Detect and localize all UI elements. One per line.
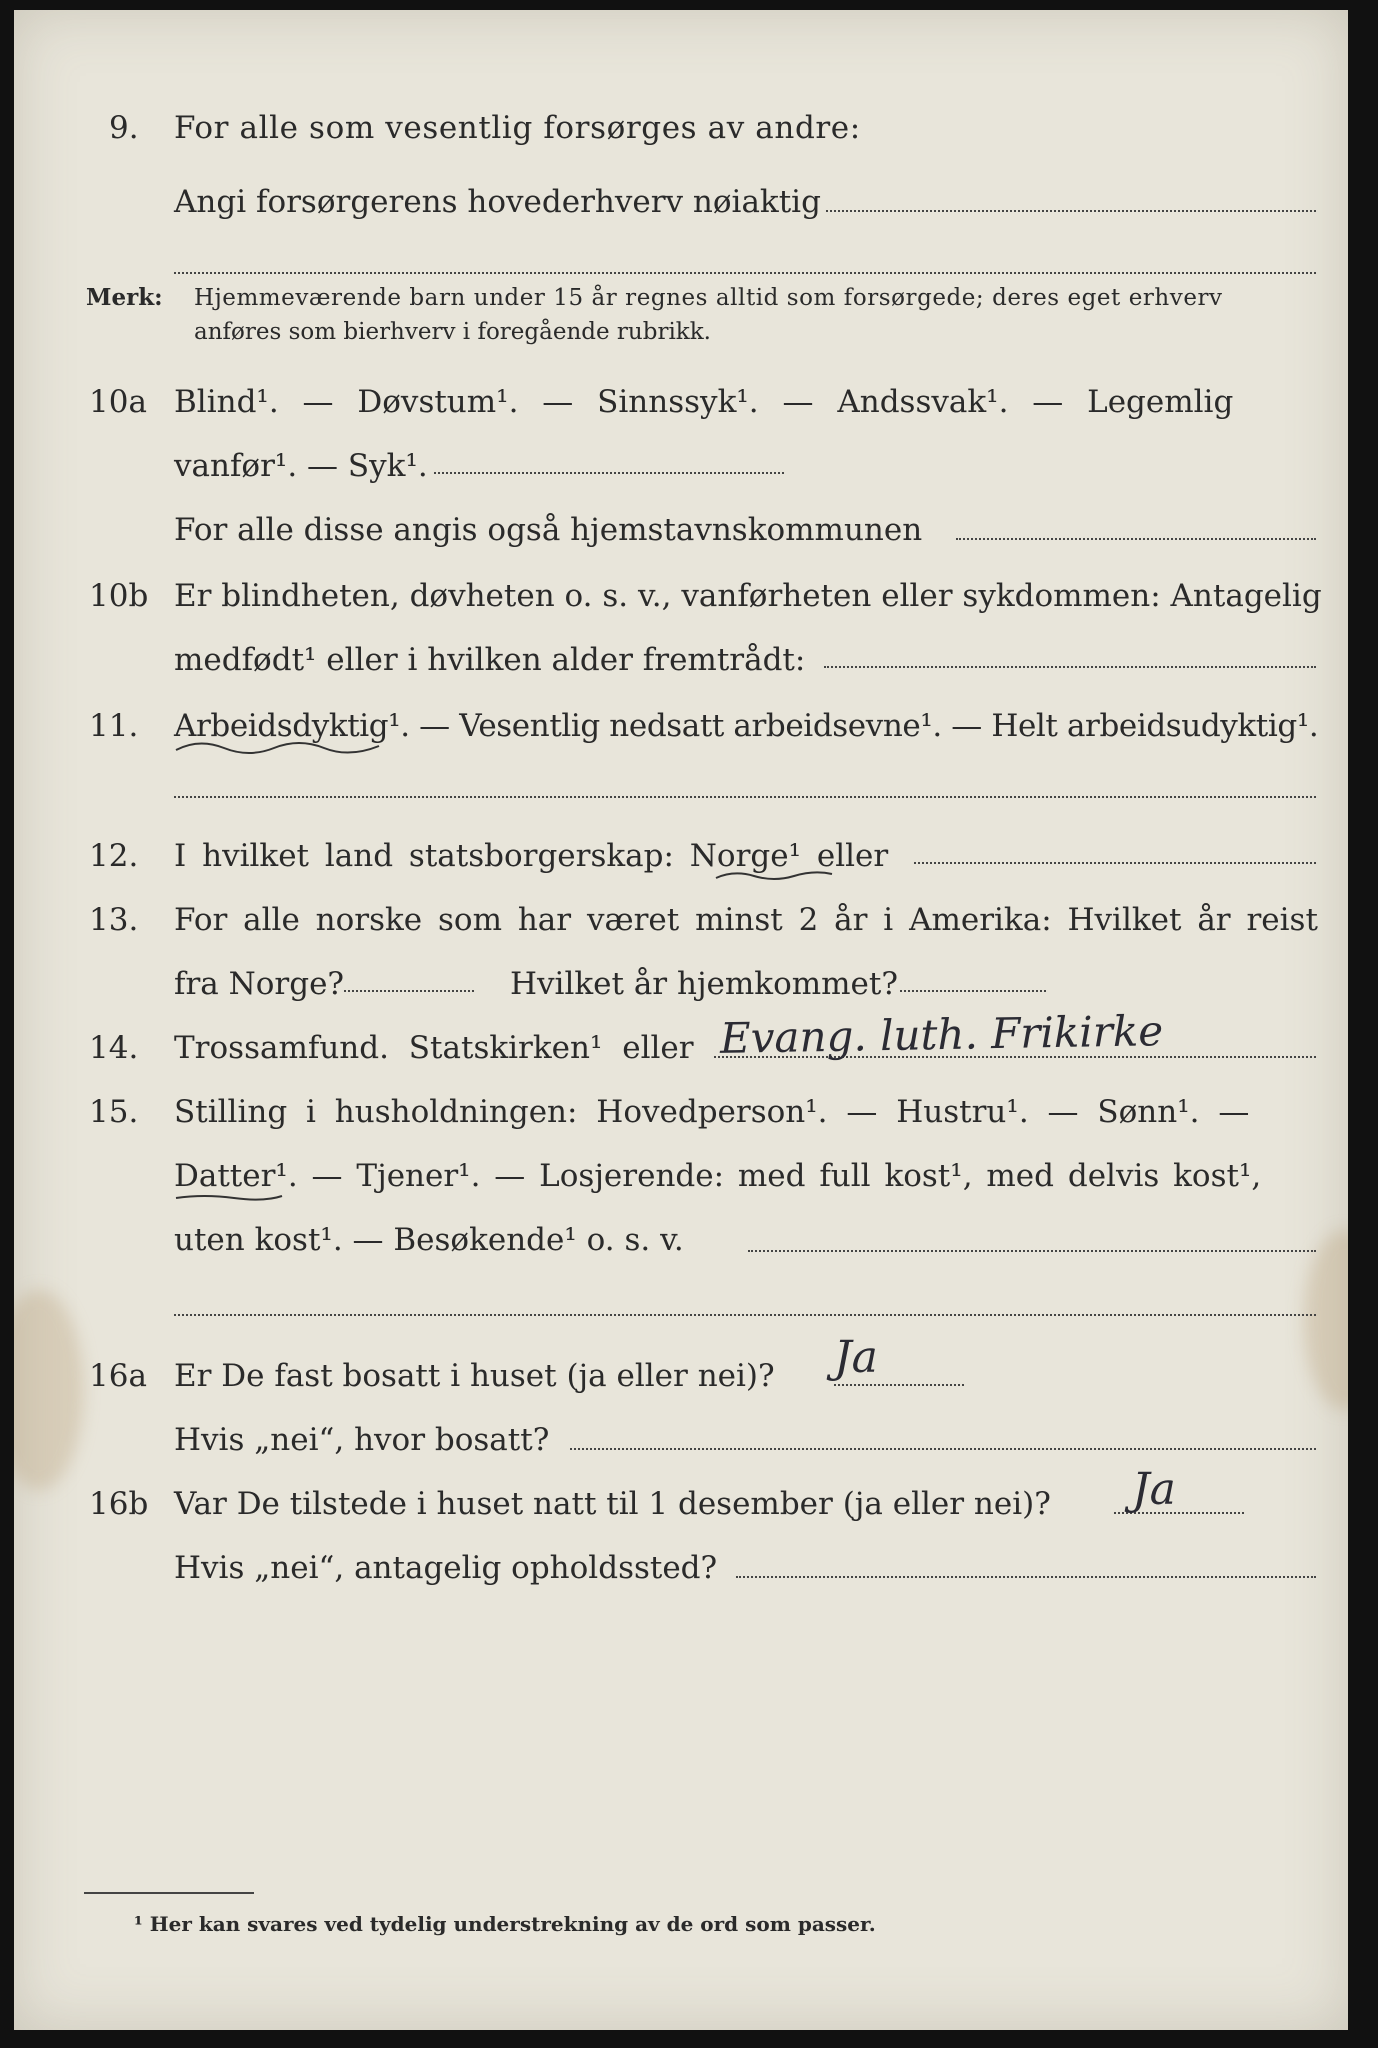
question-number-14: 14. — [89, 1030, 139, 1066]
q15-line3: uten kost¹. — Besøkende¹ o. s. v. — [174, 1222, 684, 1258]
answer-line — [956, 538, 1316, 540]
q9-line2: Angi forsørgerens hovederhverv nøiaktig — [174, 184, 821, 220]
question-number-15: 15. — [89, 1094, 139, 1130]
answer-line — [914, 862, 1316, 864]
underline-mark — [174, 1190, 284, 1204]
merk-label: Merk: — [86, 284, 163, 311]
q13-line1: For alle norske som har været minst 2 år i Amerika: Hvilket år reist — [174, 902, 1318, 938]
q16a-line2: Hvis „nei“, hvor bosatt? — [174, 1422, 550, 1458]
census-form-page — [14, 10, 1348, 2030]
answer-line — [344, 990, 474, 992]
footnote: ¹ Her kan svares ved tydelig understrekning av de ord som passer. — [134, 1912, 876, 1936]
q10a-line1: Blind¹. — Døvstum¹. — Sinnssyk¹. — Andssvak¹. — Legemlig — [174, 384, 1234, 420]
footnote-rule — [84, 1892, 254, 1894]
answer-line — [174, 796, 1316, 798]
answer-line — [834, 1384, 964, 1386]
question-number-10b: 10b — [89, 578, 149, 614]
q9-line1: For alle som vesentlig forsørges av andre: — [174, 110, 861, 146]
handwritten-answer-16b: Ja — [1132, 1464, 1176, 1515]
paper-stain — [1304, 1230, 1348, 1410]
q15-line2: Datter¹. — Tjener¹. — Losjerende: med full kost¹, med delvis kost¹, — [174, 1158, 1262, 1194]
question-number-13: 13. — [89, 902, 139, 938]
question-number-16a: 16a — [89, 1358, 147, 1394]
q16b-line2: Hvis „nei“, antagelig opholdssted? — [174, 1550, 718, 1586]
q16b-line1: Var De tilstede i huset natt til 1 desember (ja eller nei)? — [174, 1486, 1051, 1522]
question-number-9: 9. — [109, 110, 139, 146]
handwritten-answer-14: Evang. luth. Frikirke — [719, 1006, 1164, 1063]
q11-line1: Arbeidsdyktig¹. — Vesentlig nedsatt arbeidsevne¹. — Helt arbeidsudyktig¹. — [174, 708, 1319, 744]
q10a-line3: For alle disse angis også hjemstavnskommunen — [174, 512, 923, 548]
answer-line — [174, 272, 1316, 274]
answer-line — [736, 1576, 1316, 1578]
q10b-line2: medfødt¹ eller i hvilken alder fremtrådt: — [174, 642, 806, 678]
q16a-line1: Er De fast bosatt i huset (ja eller nei)? — [174, 1358, 775, 1394]
answer-line — [570, 1448, 1316, 1450]
q10a-line2: vanfør¹. — Syk¹. — [174, 448, 428, 484]
handwritten-answer-16a: Ja — [834, 1332, 878, 1383]
answer-line — [826, 210, 1316, 212]
question-number-16b: 16b — [89, 1486, 149, 1522]
merk-line2: anføres som bierhverv i foregående rubrikk. — [194, 319, 711, 345]
answer-line — [434, 472, 784, 474]
merk-line1: Hjemmeværende barn under 15 år regnes alltid som forsørgede; deres eget erhverv — [194, 285, 1223, 311]
q14-line1: Trossamfund. Statskirken¹ eller — [174, 1030, 694, 1066]
paper-stain — [14, 1290, 84, 1490]
question-number-12: 12. — [89, 838, 139, 874]
answer-line — [824, 666, 1316, 668]
underline-mark — [714, 868, 834, 884]
answer-line — [174, 1314, 1316, 1316]
underline-mark — [174, 738, 384, 758]
q15-line1: Stilling i husholdningen: Hovedperson¹. — Hustru¹. — Sønn¹. — — [174, 1094, 1250, 1130]
question-number-10a: 10a — [89, 384, 147, 420]
q13-line2b: Hvilket år hjemkommet? — [510, 966, 898, 1002]
question-number-11: 11. — [89, 708, 139, 744]
q12-line1: I hvilket land statsborgerskap: Norge¹ eller — [174, 838, 889, 874]
answer-line — [900, 990, 1046, 992]
q10b-line1: Er blindheten, døvheten o. s. v., vanførheten eller sykdommen: Antagelig — [174, 578, 1322, 614]
q13-line2a: fra Norge? — [174, 966, 345, 1002]
answer-line — [748, 1250, 1316, 1252]
